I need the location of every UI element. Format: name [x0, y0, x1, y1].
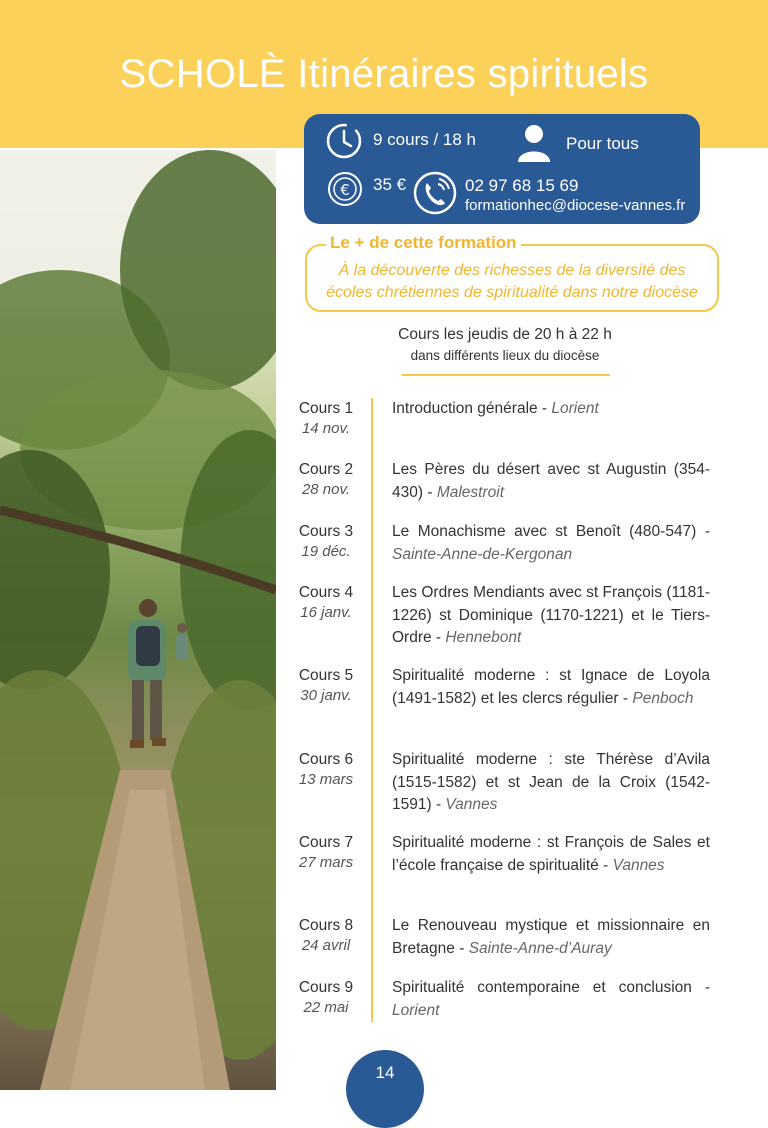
hiker-photo	[0, 150, 276, 1090]
highlight-title: Le + de cette formation	[326, 233, 521, 253]
course-label: Cours 2	[298, 461, 354, 478]
course-title: Spiritualité moderne : ste Thérèse d’Avila (1515-1582) et st Jean de la Croix (1542-1591) - Vannes	[392, 751, 710, 813]
course-label: Cours 5	[298, 667, 354, 684]
page-number-badge	[346, 1050, 424, 1128]
schedule-time: Cours les jeudis de 20 h à 22 h	[398, 326, 612, 343]
course-date: 19 déc.	[301, 543, 351, 560]
course-label: Cours 3	[298, 523, 354, 540]
person-icon	[516, 122, 552, 162]
course-label: Cours 1	[298, 400, 354, 417]
course-label: Cours 9	[298, 979, 354, 996]
phone-icon	[412, 170, 458, 216]
course-date: 13 mars	[298, 771, 354, 788]
highlight-text-line-1: À la découverte des richesses de la diversité des	[338, 262, 686, 279]
divider	[402, 374, 610, 376]
svg-text:€: €	[340, 181, 350, 199]
highlight-text	[310, 260, 714, 304]
course-place: Penboch	[632, 689, 694, 707]
course-place: Sainte-Anne-d’Auray	[468, 939, 612, 957]
timeline-line	[371, 398, 373, 1022]
page-number: 14	[375, 1063, 395, 1082]
course-place: Sainte-Anne-de-Kergonan	[392, 545, 573, 563]
course-title: Spiritualité moderne : st François de Sales et l’école française de spiritualité - Vannes	[392, 834, 710, 874]
hiker-figure	[128, 599, 188, 748]
course-place: Malestroit	[436, 483, 504, 501]
highlight-text-line-2: écoles chrétiennes de spiritualité dans notre diocèse	[326, 284, 698, 301]
duration-text: 9 cours / 18 h	[373, 130, 477, 149]
page-title: SCHOLÈ Itinéraires spirituels	[119, 52, 649, 96]
course-label: Cours 6	[298, 751, 354, 768]
course-info-box	[304, 114, 700, 224]
course-title: Spiritualité contemporaine et conclusion - Lorient	[392, 979, 710, 1019]
course-title: Les Pères du désert avec st Augustin (354-430) - Malestroit	[392, 461, 710, 501]
course-place: Hennebont	[445, 629, 522, 646]
course-place: Vannes	[445, 796, 498, 813]
course-place: Lorient	[392, 1001, 440, 1019]
price-text: 35 €	[373, 175, 407, 194]
clock-icon	[324, 121, 364, 161]
audience-text: Pour tous	[566, 134, 639, 153]
course-date: 14 nov.	[301, 420, 351, 437]
course-title: Spiritualité moderne : st Ignace de Loyola (1491-1582) et les clercs régulier - Penboch	[392, 667, 710, 707]
euro-icon	[326, 170, 364, 208]
course-label: Cours 8	[298, 917, 354, 934]
schedule-location: dans différents lieux du diocèse	[410, 348, 600, 363]
email-address[interactable]: formationhec@diocese-vannes.fr	[465, 197, 686, 214]
phone-number[interactable]: 02 97 68 15 69	[465, 176, 579, 195]
course-label: Cours 4	[298, 584, 354, 601]
course-place: Vannes	[612, 856, 665, 874]
course-title: Les Ordres Mendiants avec st François (1181-1226) st Dominique (1170-1221) et le Tiers-Ordre - Hennebont	[392, 584, 710, 646]
course-date: 24 avril	[301, 937, 351, 954]
course-date: 16 janv.	[300, 604, 352, 621]
course-date: 28 nov.	[301, 481, 351, 498]
course-date: 30 janv.	[300, 687, 352, 704]
course-date: 27 mars	[298, 854, 354, 871]
forest-path-illustration	[0, 150, 276, 1090]
course-title: Introduction générale - Lorient	[392, 400, 599, 417]
course-title: Le Monachisme avec st Benoît (480-547) - Sainte-Anne-de-Kergonan	[392, 523, 710, 563]
course-place: Lorient	[551, 400, 599, 417]
course-date: 22 mai	[303, 999, 349, 1016]
course-label: Cours 7	[298, 834, 354, 851]
course-title: Le Renouveau mystique et missionnaire en Bretagne - Sainte-Anne-d’Auray	[392, 917, 710, 957]
